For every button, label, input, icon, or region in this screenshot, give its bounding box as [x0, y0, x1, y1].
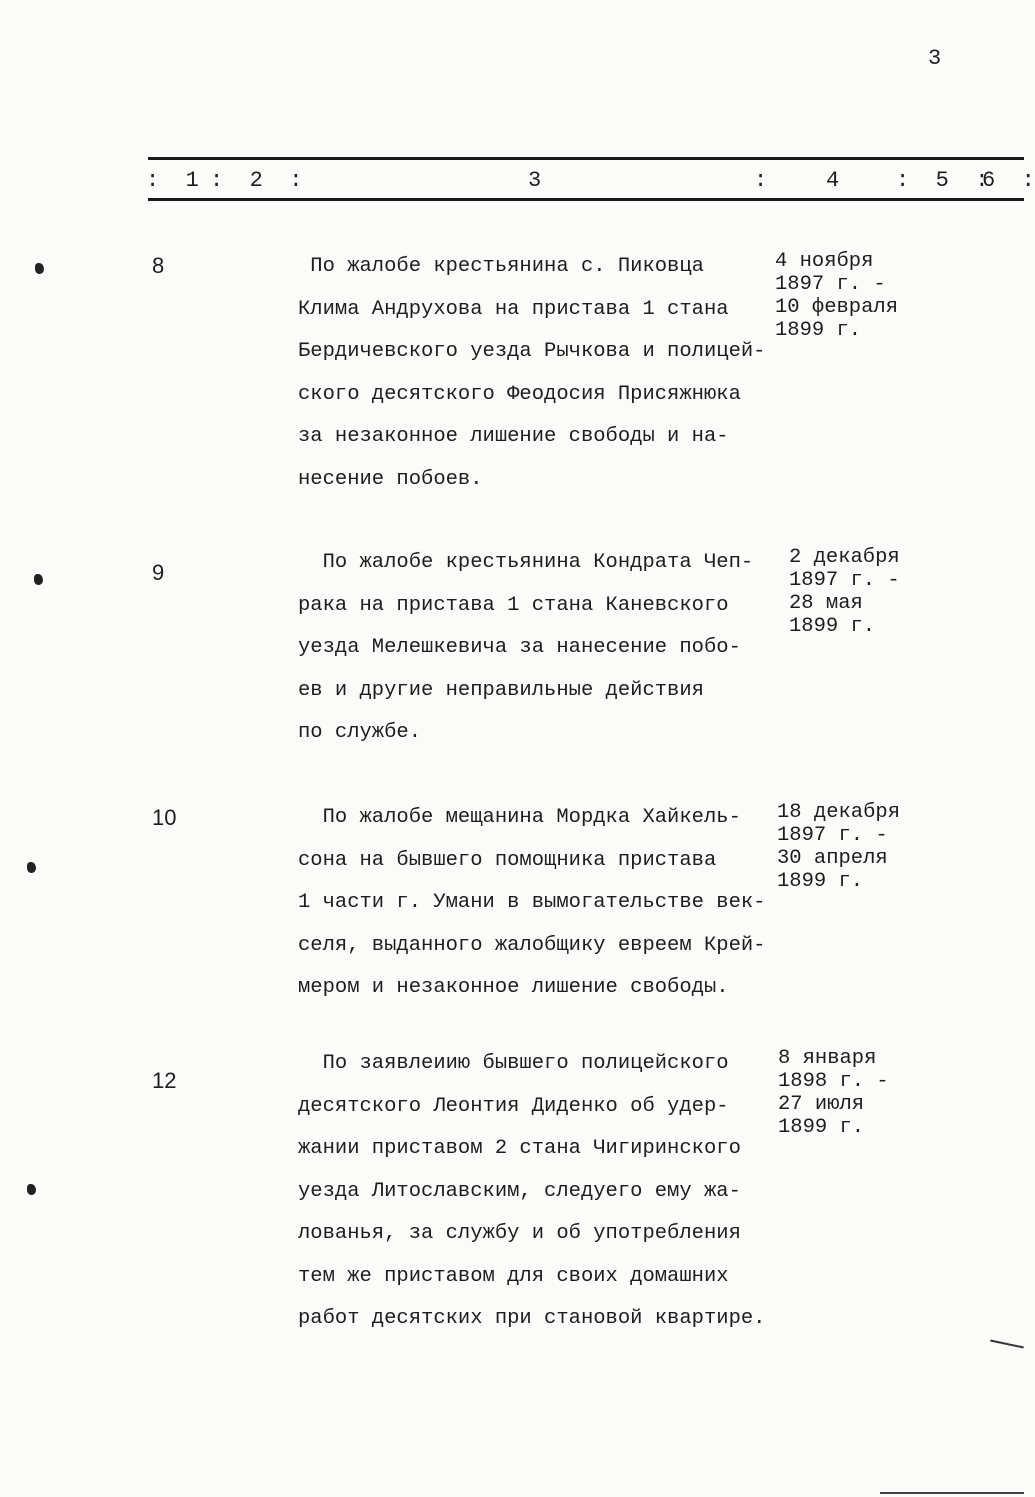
text-line: жании приставом 2 стана Чигиринского — [298, 1137, 741, 1160]
entry-description — [298, 1043, 793, 1341]
header-col-sep: : — [754, 168, 768, 193]
edge-stroke — [990, 1339, 1024, 1348]
text-line: уезда Литославским, следуего ему жа- — [298, 1179, 741, 1203]
table-header-bottom-rule — [148, 198, 1024, 201]
header-col-2: : 2 : — [210, 168, 303, 193]
text-line: По заявлеиию бывшего полицейского — [298, 1052, 729, 1075]
text-line: По жалобе крестьянина Кондрата Чеп- — [298, 551, 754, 574]
text-line: ского десятского Феодосия Присяжнюка — [298, 382, 741, 406]
header-col-6: 6 : — [982, 168, 1035, 193]
text-line: несение побоев. — [298, 467, 483, 491]
text-line: рака на пристава 1 стана Каневского — [298, 593, 729, 617]
text-line: мером и незаконное лишение свободы. — [298, 976, 729, 999]
text-line: Клима Андрухова на пристава 1 стана — [298, 297, 729, 321]
entry-dates — [778, 1047, 1018, 1139]
text-line: сона на бывшего помощника пристава — [298, 848, 717, 872]
header-col-5: : 5 : — [896, 168, 989, 193]
bottom-edge-line — [880, 1492, 1024, 1494]
date-line: 1898 г. - — [778, 1070, 889, 1093]
date-line: 1897 г. - — [789, 569, 900, 592]
text-line: лованья, за службу и об употребления — [298, 1222, 741, 1245]
text-line: По жалобе крестьянина с. Пиковца — [298, 255, 704, 278]
text-line: По жалобе мещанина Мордка Хайкель- — [298, 806, 741, 829]
text-line: ев и другие неправильные действия — [298, 678, 704, 702]
text-line: уезда Мелешкевича за нанесение побо- — [298, 636, 741, 659]
text-line: тем же приставом для своих домашних — [298, 1264, 729, 1288]
header-col-1: : 1 — [146, 168, 226, 193]
binding-hole-mark — [34, 574, 43, 585]
date-line: 1899 г. — [778, 1116, 865, 1139]
binding-hole-mark — [35, 263, 44, 274]
text-line: работ десятских при становой квартире. — [298, 1307, 766, 1330]
date-line: 1897 г. - — [777, 824, 888, 847]
date-line: 1897 г. - — [775, 273, 886, 296]
entry-description — [298, 542, 793, 755]
date-line: 1899 г. — [777, 870, 864, 893]
text-line: по службе. — [298, 721, 422, 744]
entry-description — [298, 246, 793, 501]
entry-dates — [777, 801, 1017, 893]
text-line: десятского Леонтия Диденко об удер- — [298, 1094, 729, 1118]
text-line: селя, выданного жалобщику евреем Крей- — [298, 933, 766, 957]
entry-dates — [789, 546, 1029, 638]
date-line: 4 ноября — [775, 250, 874, 273]
date-line: 28 мая — [789, 592, 863, 615]
table-top-rule — [148, 157, 1024, 160]
entry-number: 8 — [152, 253, 165, 278]
entry-number: 12 — [152, 1068, 177, 1093]
header-col-4: 4 — [826, 168, 840, 193]
text-line: 1 части г. Умани в вымогательстве век- — [298, 891, 766, 914]
date-line: 8 января — [778, 1047, 877, 1070]
date-line: 27 июля — [778, 1093, 865, 1116]
binding-hole-mark — [27, 1184, 36, 1195]
date-line: 2 декабря — [789, 546, 900, 569]
text-line: за незаконное лишение свободы и на- — [298, 425, 729, 448]
header-col-3: 3 — [528, 168, 542, 193]
date-line: 30 апреля — [777, 847, 888, 870]
table-header — [0, 168, 1035, 198]
date-line: 1899 г. — [789, 615, 876, 638]
entry-number: 10 — [152, 805, 177, 830]
binding-hole-mark — [27, 862, 36, 873]
page-number: 3 — [928, 46, 942, 71]
date-line: 18 декабря — [777, 801, 901, 824]
entry-number: 9 — [152, 560, 165, 585]
date-line: 1899 г. — [775, 319, 862, 342]
text-line: Бердичевского уезда Рычкова и полицей- — [298, 340, 766, 363]
entry-description — [298, 797, 793, 1010]
date-line: 10 февраля — [775, 296, 899, 319]
entry-dates — [775, 250, 1015, 342]
